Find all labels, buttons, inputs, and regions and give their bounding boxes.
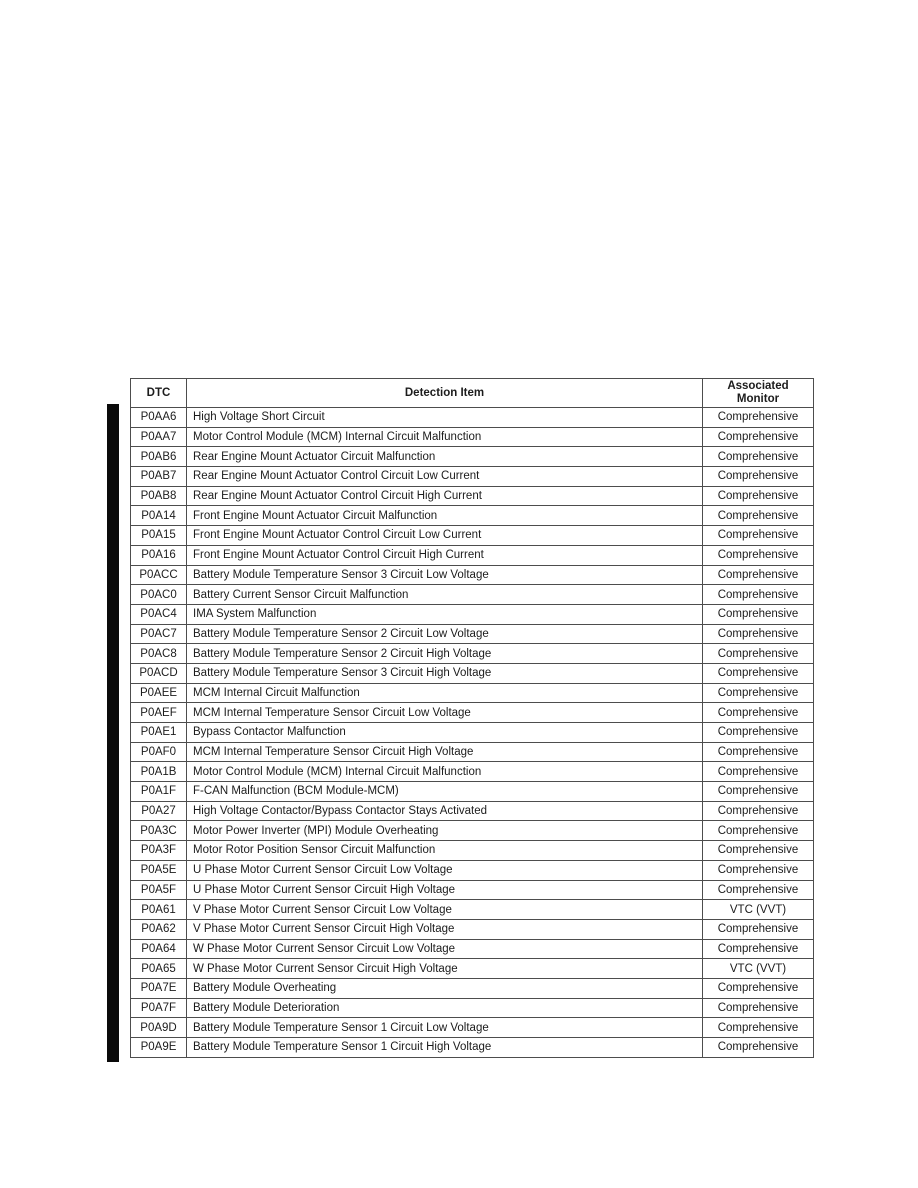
associated-monitor-cell: Comprehensive — [703, 408, 814, 428]
detection-item-cell: MCM Internal Temperature Sensor Circuit Low Voltage — [187, 703, 703, 723]
table-row — [131, 821, 814, 841]
associated-monitor-cell: Comprehensive — [703, 526, 814, 546]
table-row — [131, 1038, 814, 1058]
table-row — [131, 841, 814, 861]
dtc-cell: P0A1B — [131, 762, 187, 782]
table-row — [131, 782, 814, 802]
table-row — [131, 959, 814, 979]
detection-item-cell: Battery Current Sensor Circuit Malfunction — [187, 585, 703, 605]
table-row — [131, 880, 814, 900]
detection-item-cell: Rear Engine Mount Actuator Control Circuit Low Current — [187, 467, 703, 487]
dtc-cell: P0AA6 — [131, 408, 187, 428]
dtc-cell: P0A5F — [131, 880, 187, 900]
associated-monitor-cell: Comprehensive — [703, 1038, 814, 1058]
col-header-detection-item: Detection Item — [187, 379, 703, 408]
table-row — [131, 486, 814, 506]
associated-monitor-cell: Comprehensive — [703, 506, 814, 526]
detection-item-cell: Front Engine Mount Actuator Circuit Malfunction — [187, 506, 703, 526]
associated-monitor-cell: Comprehensive — [703, 427, 814, 447]
dtc-cell: P0A5E — [131, 860, 187, 880]
table-row — [131, 467, 814, 487]
associated-monitor-cell: Comprehensive — [703, 624, 814, 644]
dtc-cell: P0A16 — [131, 545, 187, 565]
dtc-cell: P0A7E — [131, 978, 187, 998]
table-row — [131, 427, 814, 447]
dtc-cell: P0AB8 — [131, 486, 187, 506]
dtc-cell: P0AA7 — [131, 427, 187, 447]
dtc-cell: P0AEF — [131, 703, 187, 723]
revision-change-bar — [107, 404, 119, 1062]
detection-item-cell: MCM Internal Temperature Sensor Circuit High Voltage — [187, 742, 703, 762]
associated-monitor-cell: Comprehensive — [703, 683, 814, 703]
detection-item-cell: Front Engine Mount Actuator Control Circuit Low Current — [187, 526, 703, 546]
associated-monitor-cell: Comprehensive — [703, 762, 814, 782]
dtc-cell: P0A65 — [131, 959, 187, 979]
dtc-cell: P0A3F — [131, 841, 187, 861]
associated-monitor-cell: VTC (VVT) — [703, 900, 814, 920]
detection-item-cell: Battery Module Temperature Sensor 2 Circuit High Voltage — [187, 644, 703, 664]
associated-monitor-cell: Comprehensive — [703, 565, 814, 585]
associated-monitor-cell: Comprehensive — [703, 782, 814, 802]
detection-item-cell: High Voltage Short Circuit — [187, 408, 703, 428]
table-row — [131, 860, 814, 880]
detection-item-cell: Bypass Contactor Malfunction — [187, 723, 703, 743]
detection-item-cell: W Phase Motor Current Sensor Circuit High Voltage — [187, 959, 703, 979]
dtc-cell: P0AF0 — [131, 742, 187, 762]
detection-item-cell: Front Engine Mount Actuator Control Circuit High Current — [187, 545, 703, 565]
table-row — [131, 762, 814, 782]
associated-monitor-cell: Comprehensive — [703, 919, 814, 939]
table-row — [131, 801, 814, 821]
table-row — [131, 742, 814, 762]
dtc-cell: P0A9E — [131, 1038, 187, 1058]
detection-item-cell: Rear Engine Mount Actuator Control Circuit High Current — [187, 486, 703, 506]
dtc-cell: P0AC4 — [131, 604, 187, 624]
detection-item-cell: Motor Power Inverter (MPI) Module Overheating — [187, 821, 703, 841]
dtc-cell: P0AC8 — [131, 644, 187, 664]
dtc-cell: P0AC0 — [131, 585, 187, 605]
dtc-cell: P0A14 — [131, 506, 187, 526]
associated-monitor-cell: VTC (VVT) — [703, 959, 814, 979]
associated-monitor-cell: Comprehensive — [703, 644, 814, 664]
dtc-cell: P0A27 — [131, 801, 187, 821]
dtc-cell: P0A1F — [131, 782, 187, 802]
detection-item-cell: V Phase Motor Current Sensor Circuit Low Voltage — [187, 900, 703, 920]
table-row — [131, 978, 814, 998]
dtc-cell: P0A62 — [131, 919, 187, 939]
detection-item-cell: U Phase Motor Current Sensor Circuit Low Voltage — [187, 860, 703, 880]
detection-item-cell: Battery Module Temperature Sensor 3 Circuit High Voltage — [187, 663, 703, 683]
dtc-cell: P0ACD — [131, 663, 187, 683]
associated-monitor-cell: Comprehensive — [703, 1018, 814, 1038]
associated-monitor-cell: Comprehensive — [703, 821, 814, 841]
table-row — [131, 644, 814, 664]
dtc-table-body — [131, 408, 814, 1058]
detection-item-cell: MCM Internal Circuit Malfunction — [187, 683, 703, 703]
table-row — [131, 565, 814, 585]
table-row — [131, 526, 814, 546]
associated-monitor-cell: Comprehensive — [703, 880, 814, 900]
table-row — [131, 506, 814, 526]
dtc-cell: P0A7F — [131, 998, 187, 1018]
col-header-dtc: DTC — [131, 379, 187, 408]
detection-item-cell: High Voltage Contactor/Bypass Contactor Stays Activated — [187, 801, 703, 821]
dtc-cell: P0A15 — [131, 526, 187, 546]
col-header-associated-monitor-label: Associated Monitor — [727, 380, 789, 405]
associated-monitor-cell: Comprehensive — [703, 447, 814, 467]
table-row — [131, 998, 814, 1018]
associated-monitor-cell: Comprehensive — [703, 841, 814, 861]
associated-monitor-cell: Comprehensive — [703, 998, 814, 1018]
header-row — [131, 379, 814, 408]
detection-item-cell: IMA System Malfunction — [187, 604, 703, 624]
associated-monitor-cell: Comprehensive — [703, 978, 814, 998]
associated-monitor-cell: Comprehensive — [703, 663, 814, 683]
dtc-cell: P0A9D — [131, 1018, 187, 1038]
detection-item-cell: W Phase Motor Current Sensor Circuit Low Voltage — [187, 939, 703, 959]
detection-item-cell: Battery Module Deterioration — [187, 998, 703, 1018]
table-row — [131, 900, 814, 920]
table-row — [131, 585, 814, 605]
detection-item-cell: Rear Engine Mount Actuator Circuit Malfunction — [187, 447, 703, 467]
table-row — [131, 663, 814, 683]
associated-monitor-cell: Comprehensive — [703, 467, 814, 487]
associated-monitor-cell: Comprehensive — [703, 860, 814, 880]
detection-item-cell: Motor Control Module (MCM) Internal Circuit Malfunction — [187, 427, 703, 447]
dtc-cell: P0AB7 — [131, 467, 187, 487]
detection-item-cell: Battery Module Overheating — [187, 978, 703, 998]
dtc-cell: P0AB6 — [131, 447, 187, 467]
table-row — [131, 604, 814, 624]
table-row — [131, 408, 814, 428]
dtc-table-header — [131, 379, 814, 408]
table-row — [131, 1018, 814, 1038]
associated-monitor-cell: Comprehensive — [703, 545, 814, 565]
table-row — [131, 447, 814, 467]
detection-item-cell: U Phase Motor Current Sensor Circuit High Voltage — [187, 880, 703, 900]
detection-item-cell: Motor Control Module (MCM) Internal Circuit Malfunction — [187, 762, 703, 782]
associated-monitor-cell: Comprehensive — [703, 585, 814, 605]
detection-item-cell: F-CAN Malfunction (BCM Module-MCM) — [187, 782, 703, 802]
detection-item-cell: Battery Module Temperature Sensor 1 Circuit Low Voltage — [187, 1018, 703, 1038]
associated-monitor-cell: Comprehensive — [703, 703, 814, 723]
dtc-table — [130, 378, 814, 1058]
dtc-cell: P0ACC — [131, 565, 187, 585]
associated-monitor-cell: Comprehensive — [703, 801, 814, 821]
detection-item-cell: Battery Module Temperature Sensor 2 Circuit Low Voltage — [187, 624, 703, 644]
table-row — [131, 624, 814, 644]
dtc-cell: P0AE1 — [131, 723, 187, 743]
table-row — [131, 703, 814, 723]
table-row — [131, 545, 814, 565]
table-row — [131, 919, 814, 939]
detection-item-cell: Battery Module Temperature Sensor 1 Circuit High Voltage — [187, 1038, 703, 1058]
dtc-cell: P0AC7 — [131, 624, 187, 644]
detection-item-cell: Battery Module Temperature Sensor 3 Circuit Low Voltage — [187, 565, 703, 585]
dtc-cell: P0A61 — [131, 900, 187, 920]
associated-monitor-cell: Comprehensive — [703, 723, 814, 743]
associated-monitor-cell: Comprehensive — [703, 939, 814, 959]
table-row — [131, 683, 814, 703]
col-header-associated-monitor — [703, 379, 814, 408]
table-row — [131, 723, 814, 743]
dtc-cell: P0A3C — [131, 821, 187, 841]
dtc-cell: P0A64 — [131, 939, 187, 959]
associated-monitor-cell: Comprehensive — [703, 742, 814, 762]
table-row — [131, 939, 814, 959]
detection-item-cell: V Phase Motor Current Sensor Circuit High Voltage — [187, 919, 703, 939]
dtc-cell: P0AEE — [131, 683, 187, 703]
associated-monitor-cell: Comprehensive — [703, 604, 814, 624]
associated-monitor-cell: Comprehensive — [703, 486, 814, 506]
detection-item-cell: Motor Rotor Position Sensor Circuit Malfunction — [187, 841, 703, 861]
